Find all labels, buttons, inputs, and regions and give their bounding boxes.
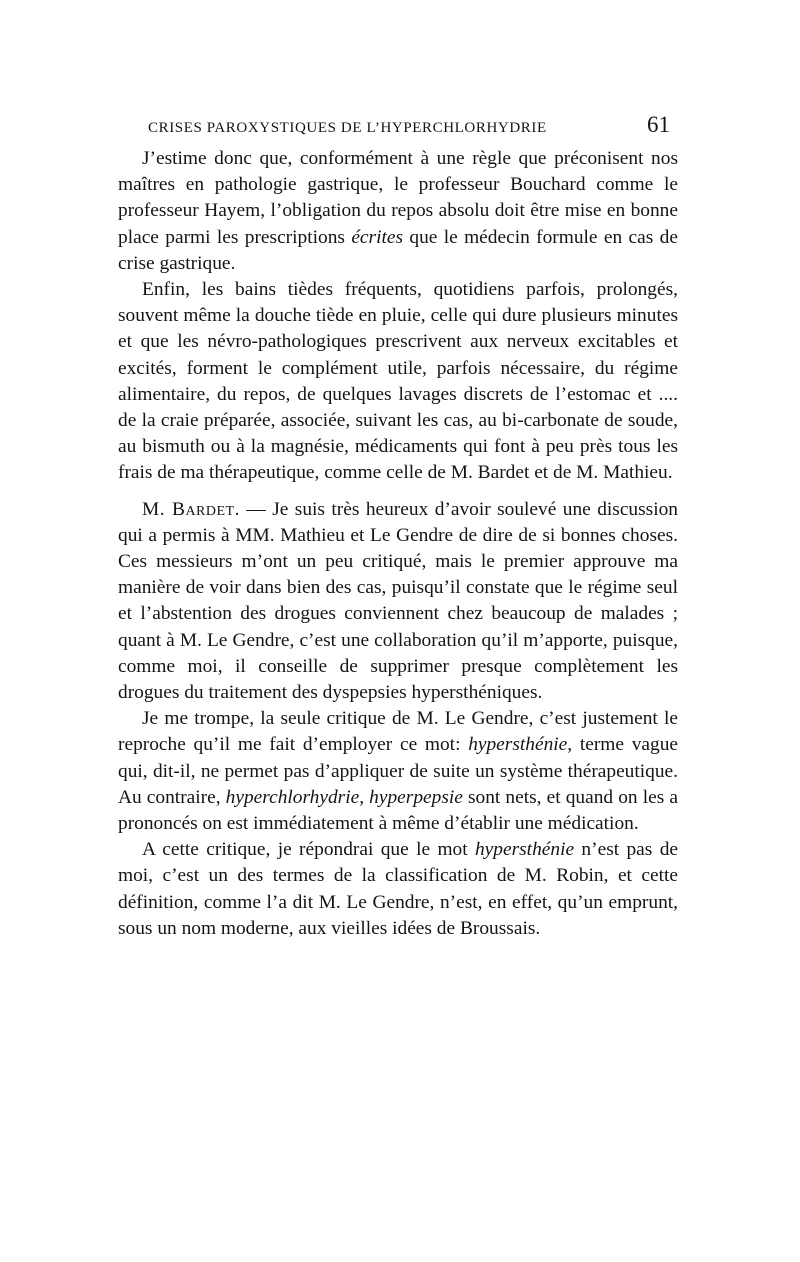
emphasis: écrites [351,226,403,248]
paragraph: Je me trompe, la seule critique de M. Le Gendre, c’est justement le reproche qu’il me fait d’employer ce mot: hypersthénie, terme vague qui, dit-il, ne permet pas d’appliquer de suite un système thérapeutique. Au contraire, hyperchlorhydrie, hyperpepsie sont nets, et quand on les a prononcés on est immédiatement à même d’établir une médication. [118,708,678,835]
emphasis: hypersthénie, [468,734,573,756]
paragraph: Enfin, les bains tièdes fréquents, quotidiens parfois, prolongés, souvent même la douche tiède en pluie, celle qui dure plusieurs minutes et que les névro-pathologiques prescrivent aux nerveux excitables et excités, forment le complément utile, parfois nécessaire, du régime alimentaire, du repos, de quelques lavages discrets de l’estomac et .... de la craie préparée, associée, suivant les cas, au bi-carbonate de soude, au bismuth ou à la magnésie, médicaments qui font à peu près tous les frais de ma thérapeutique, comme celle de M. Bardet et de M. Mathieu. [118,279,678,484]
body-text [118,146,678,942]
emphasis: hypersthénie [474,839,575,861]
page-number: 61 [647,112,670,137]
paragraph: J’estime donc que, conformément à une règle que préconisent nos maîtres en pathologie gastrique, le professeur Bouchard comme le professeur Hayem, l’obligation du repos absolu doit être mise en bonne place parmi les prescriptions écrites que le médecin formule en cas de crise gastrique. [118,148,678,274]
page-header [118,110,678,144]
emphasis: hyperchlorhydrie, hyperpepsie [225,786,463,808]
paragraph: A cette critique, je répondrai que le mot hypersthénie n’est pas de moi, c’est un des termes de la classification de M. Robin, et cette définition, comme l’a dit M. Le Gendre, n’est, en effet, qu’un emprunt, sous un nom moderne, aux vieilles idées de Broussais. [118,839,679,939]
running-head: CRISES PAROXYSTIQUES DE L’HYPERCHLORHYDRIE [148,120,547,136]
paragraph: M. Bardet. — Je suis très heureux d’avoir soulevé une discussion qui a permis à MM. Mathieu et Le Gendre de dire de si bonnes choses. Ces messieurs m’ont un peu critiqué, mais le premier approuve ma manière de voir dans bien des cas, puisqu’il constate que le régime seul et l’abstention des drogues conviennent chez beaucoup de malades ; quant à M. Le Gendre, c’est une collaboration qu’il m’apporte, puisque, comme moi, il conseille de supprimer presque complètement les drogues du traitement des dyspepsies hypersthéniques. [118,498,678,704]
speaker-name: M. Bardet. [142,498,240,520]
